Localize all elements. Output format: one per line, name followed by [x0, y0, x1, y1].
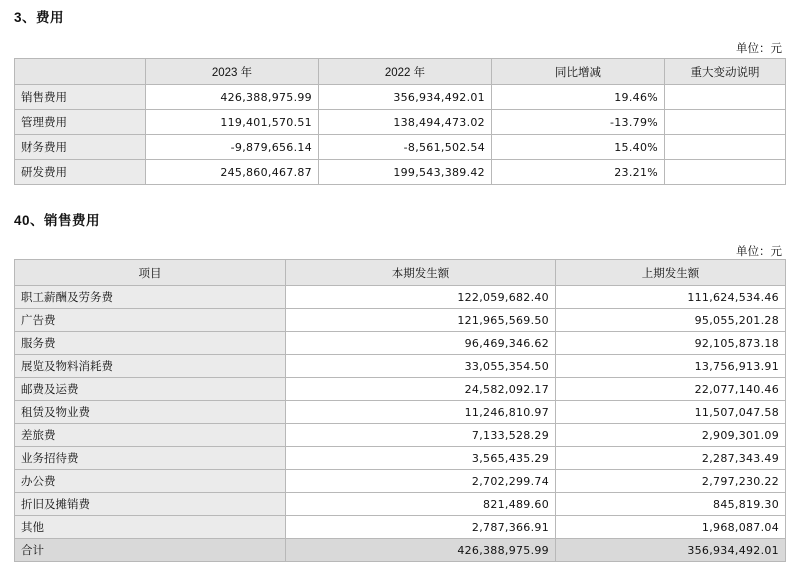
row-item: 广告费	[15, 309, 286, 332]
row-item: 折旧及摊销费	[15, 493, 286, 516]
row-item: 办公费	[15, 470, 286, 493]
row-label: 销售费用	[15, 85, 146, 110]
cell-current: 3,565,435.29	[286, 447, 556, 470]
cell-2022: 138,494,473.02	[319, 110, 492, 135]
table-row	[15, 355, 786, 378]
row-item: 其他	[15, 516, 286, 539]
table-row	[15, 516, 786, 539]
row-item: 服务费	[15, 332, 286, 355]
cell-previous: 1,968,087.04	[556, 516, 786, 539]
cell-note	[665, 160, 786, 185]
table-header-row	[15, 59, 786, 85]
cell-2023: 119,401,570.51	[146, 110, 319, 135]
cell-note	[665, 85, 786, 110]
cell-current: 33,055,354.50	[286, 355, 556, 378]
cell-previous: 11,507,047.58	[556, 401, 786, 424]
cell-2023: -9,879,656.14	[146, 135, 319, 160]
cell-current: 24,582,092.17	[286, 378, 556, 401]
cell-change: 15.40%	[492, 135, 665, 160]
cell-current: 2,702,299.74	[286, 470, 556, 493]
table-row	[15, 160, 786, 185]
row-label: 财务费用	[15, 135, 146, 160]
row-item: 差旅费	[15, 424, 286, 447]
section-title-expenses: 3、费用	[14, 10, 65, 25]
spacer	[14, 229, 786, 243]
table-row	[15, 493, 786, 516]
table-row	[15, 401, 786, 424]
cell-2022: 356,934,492.01	[319, 85, 492, 110]
table-row	[15, 286, 786, 309]
header-cell-previous: 上期发生额	[556, 260, 786, 286]
cell-previous: 845,819.30	[556, 493, 786, 516]
cell-current: 121,965,569.50	[286, 309, 556, 332]
cell-note	[665, 110, 786, 135]
cell-2023: 245,860,467.87	[146, 160, 319, 185]
cell-previous: 2,287,343.49	[556, 447, 786, 470]
total-previous: 356,934,492.01	[556, 539, 786, 562]
cell-2023: 426,388,975.99	[146, 85, 319, 110]
row-item: 业务招待费	[15, 447, 286, 470]
cell-change: 23.21%	[492, 160, 665, 185]
cell-2022: -8,561,502.54	[319, 135, 492, 160]
cell-change: -13.79%	[492, 110, 665, 135]
header-cell-note: 重大变动说明	[665, 59, 786, 85]
unit-label-expenses: 单位：元	[736, 43, 782, 55]
cell-note	[665, 135, 786, 160]
table-row	[15, 332, 786, 355]
header-cell-blank	[15, 59, 146, 85]
cell-current: 821,489.60	[286, 493, 556, 516]
row-item: 租赁及物业费	[15, 401, 286, 424]
row-item: 展览及物料消耗费	[15, 355, 286, 378]
table-row	[15, 447, 786, 470]
header-cell-2023: 2023 年	[146, 59, 319, 85]
cell-current: 96,469,346.62	[286, 332, 556, 355]
unit-label-selling-expenses: 单位：元	[736, 246, 782, 258]
header-cell-change: 同比增减	[492, 59, 665, 85]
table-row	[15, 135, 786, 160]
header-cell-item: 项目	[15, 260, 286, 286]
selling-expenses-table	[14, 259, 786, 562]
table-row	[15, 110, 786, 135]
table-row	[15, 470, 786, 493]
expenses-table	[14, 58, 786, 185]
cell-current: 122,059,682.40	[286, 286, 556, 309]
table-row	[15, 309, 786, 332]
total-label: 合计	[15, 539, 286, 562]
cell-current: 2,787,366.91	[286, 516, 556, 539]
table-header-row	[15, 260, 786, 286]
table-row	[15, 378, 786, 401]
cell-current: 7,133,528.29	[286, 424, 556, 447]
cell-previous: 2,797,230.22	[556, 470, 786, 493]
cell-previous: 95,055,201.28	[556, 309, 786, 332]
spacer	[14, 26, 786, 40]
cell-change: 19.46%	[492, 85, 665, 110]
table-row	[15, 85, 786, 110]
row-item: 邮费及运费	[15, 378, 286, 401]
cell-previous: 2,909,301.09	[556, 424, 786, 447]
total-current: 426,388,975.99	[286, 539, 556, 562]
cell-previous: 22,077,140.46	[556, 378, 786, 401]
header-cell-2022: 2022 年	[319, 59, 492, 85]
table-total-row	[15, 539, 786, 562]
row-item: 职工薪酬及劳务费	[15, 286, 286, 309]
row-label: 管理费用	[15, 110, 146, 135]
cell-previous: 111,624,534.46	[556, 286, 786, 309]
cell-previous: 13,756,913.91	[556, 355, 786, 378]
row-label: 研发费用	[15, 160, 146, 185]
header-cell-current: 本期发生额	[286, 260, 556, 286]
section-title-selling-expenses: 40、销售费用	[14, 213, 101, 228]
table-row	[15, 424, 786, 447]
spacer	[14, 185, 786, 205]
cell-previous: 92,105,873.18	[556, 332, 786, 355]
cell-current: 11,246,810.97	[286, 401, 556, 424]
cell-2022: 199,543,389.42	[319, 160, 492, 185]
